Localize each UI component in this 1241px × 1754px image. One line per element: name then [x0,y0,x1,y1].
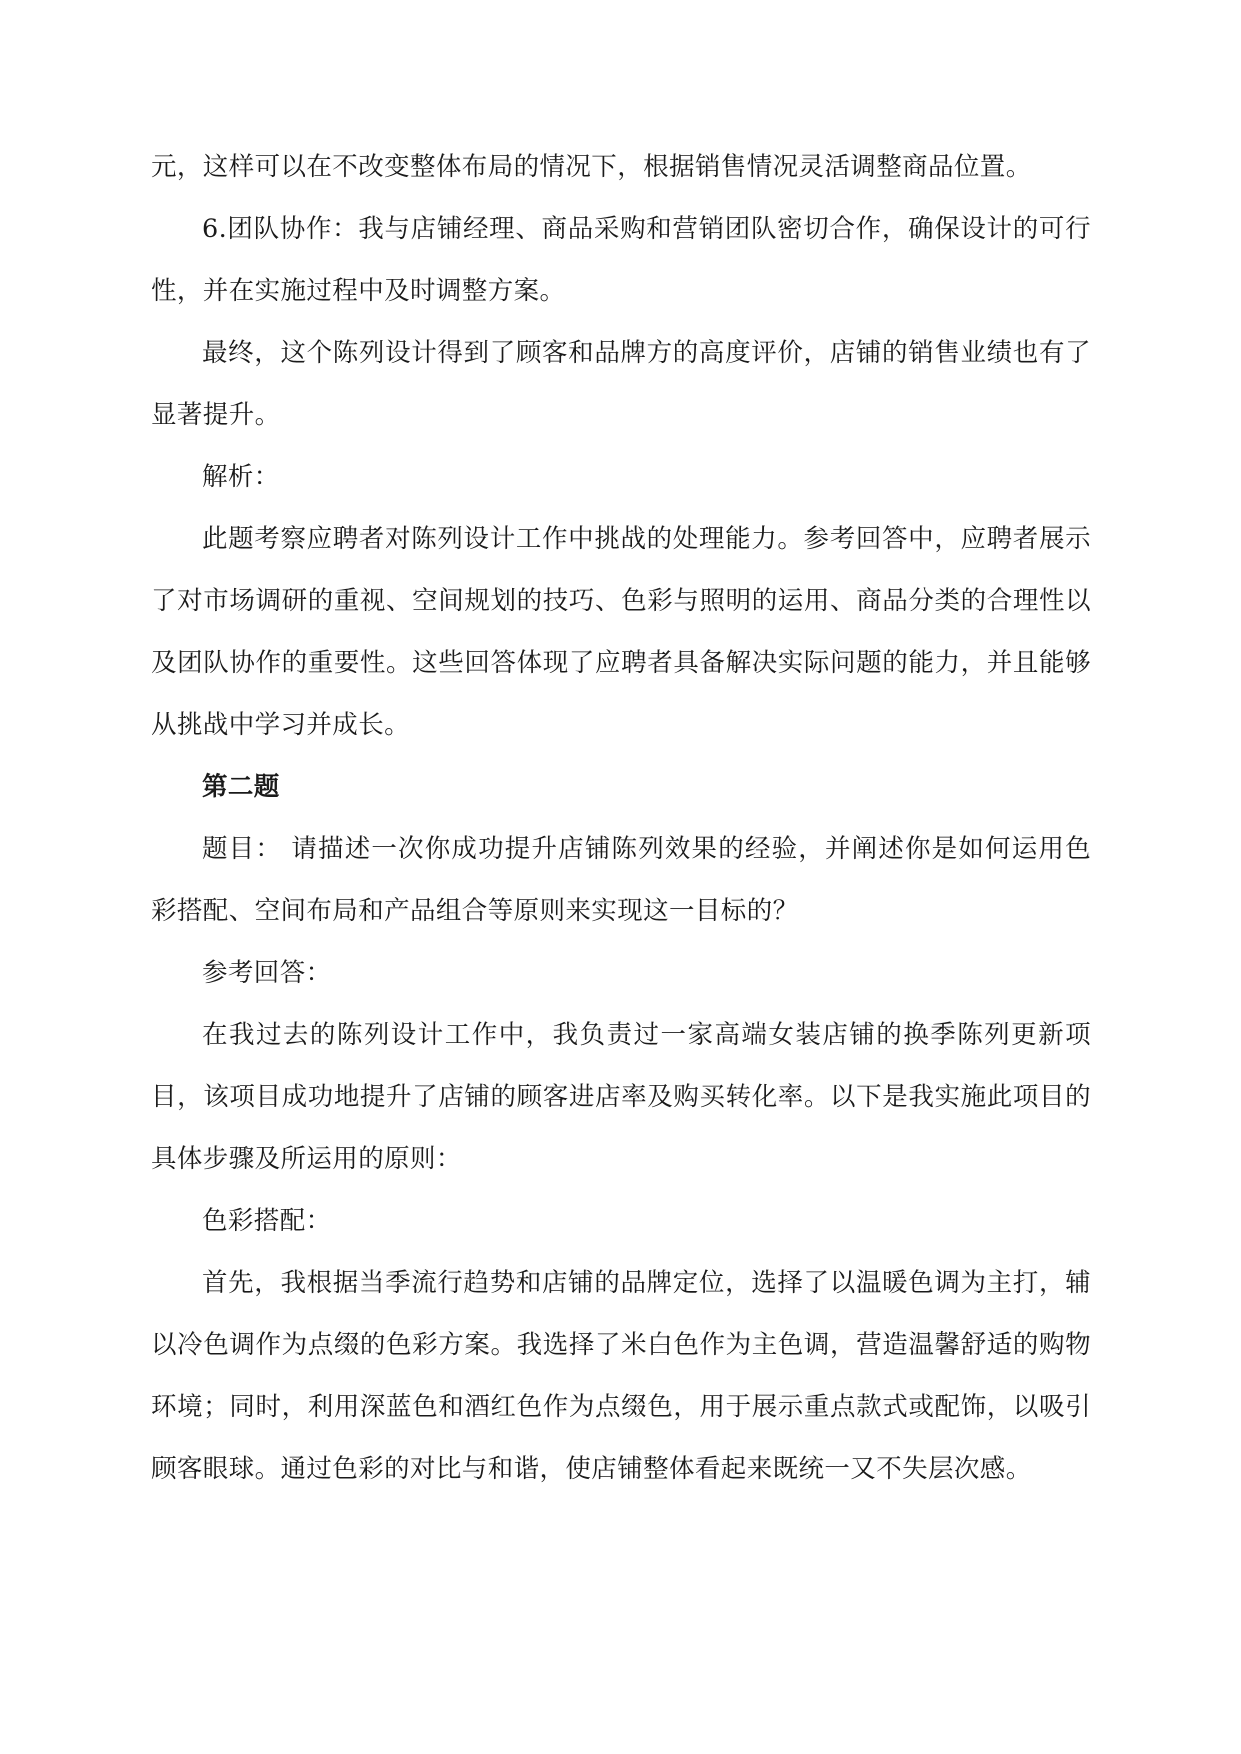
document-page [151,136,1091,1500]
paragraph-reference-answer-label: 参考回答： [202,958,332,988]
paragraph-analysis-label: 解析： [202,462,280,492]
paragraph-answer-intro: 在我过去的陈列设计工作中，我负责过一家高端女装店铺的换季陈列更新项目，该项目成功地提升了店铺的顾客进店率及购买转化率。以下是我实施此项目的具体步骤及所运用的原则： [151,1020,1091,1174]
paragraph-analysis: 此题考察应聘者对陈列设计工作中挑战的处理能力。参考回答中，应聘者展示了对市场调研的重视、空间规划的技巧、色彩与照明的运用、商品分类的合理性以及团队协作的重要性。这些回答体现了应聘者具备解决实际问题的能力，并且能够从挑战中学习并成长。 [151,524,1091,740]
section-heading-question-two: 第二题 [202,772,280,802]
paragraph-color-detail: 首先，我根据当季流行趋势和店铺的品牌定位，选择了以温暖色调为主打，辅以冷色调作为点缀的色彩方案。我选择了米白色作为主色调，营造温馨舒适的购物环境；同时，利用深蓝色和酒红色作为点缀色，用于展示重点款式或配饰，以吸引顾客眼球。通过色彩的对比与和谐，使店铺整体看起来既统一又不失层次感。 [151,1268,1091,1484]
paragraph-result: 最终，这个陈列设计得到了顾客和品牌方的高度评价，店铺的销售业绩也有了显著提升。 [151,338,1091,430]
paragraph-question: 题目： 请描述一次你成功提升店铺陈列效果的经验，并阐述你是如何运用色彩搭配、空间布局和产品组合等原则来实现这一目标的？ [151,834,1091,926]
paragraph-color-label: 色彩搭配： [202,1206,332,1236]
paragraph-continuation: 元，这样可以在不改变整体布局的情况下，根据销售情况灵活调整商品位置。 [151,152,1032,182]
paragraph-team-collaboration: 6.团队协作：我与店铺经理、商品采购和营销团队密切合作，确保设计的可行性，并在实施过程中及时调整方案。 [151,214,1091,306]
